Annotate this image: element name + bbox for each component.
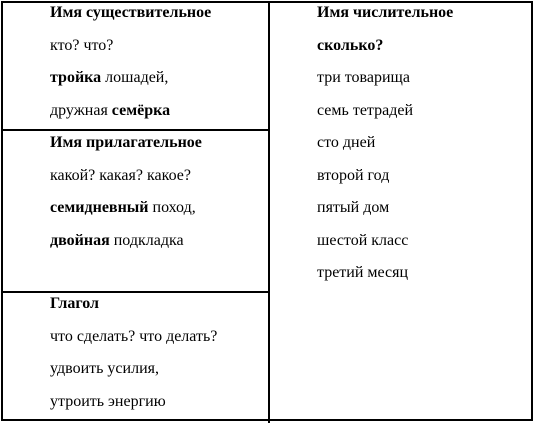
adjective-example-1-bold: семидневный xyxy=(50,199,149,216)
adjective-question: какой? какая? какое? xyxy=(50,166,191,184)
noun-example-1-rest: лошадей, xyxy=(101,69,169,86)
noun-example-1-bold: тройка xyxy=(50,69,102,86)
numeral-example: второй год xyxy=(317,166,390,184)
verb-cell xyxy=(50,288,217,418)
noun-question: кто? что? xyxy=(50,36,114,54)
noun-title: Имя существительное xyxy=(50,4,212,21)
noun-example-2-pre: дружная xyxy=(50,101,112,119)
adjective-example-2-rest: подкладка xyxy=(109,231,184,249)
noun-example-1 xyxy=(50,62,211,95)
verb-example: удвоить усилия, xyxy=(50,360,159,377)
column-divider xyxy=(268,1,270,423)
numeral-title: Имя числительное xyxy=(317,4,454,21)
adjective-title: Имя прилагательное xyxy=(50,134,202,151)
noun-example-2 xyxy=(50,95,211,128)
numeral-example: сто дней xyxy=(317,134,376,151)
adjective-cell xyxy=(50,127,202,257)
adjective-example-2 xyxy=(50,225,202,258)
adjective-example-1-rest: поход, xyxy=(148,199,196,216)
numeral-example: три товарища xyxy=(317,69,410,86)
numeral-question: сколько? xyxy=(317,36,384,54)
numeral-example: шестой класс xyxy=(317,231,409,249)
numeral-example: семь тетрадей xyxy=(317,101,414,119)
noun-example-2-bold: семёрка xyxy=(111,101,171,119)
noun-cell xyxy=(50,0,211,127)
numeral-example: пятый дом xyxy=(317,199,390,216)
adjective-example-2-bold: двойная xyxy=(50,231,110,249)
verb-title: Глагол xyxy=(50,295,99,312)
numeral-cell xyxy=(317,0,453,290)
numeral-example: третий месяц xyxy=(317,264,409,281)
verb-question: что сделать? что делать? xyxy=(50,327,218,345)
verb-example: утроить энергию xyxy=(50,392,166,410)
adjective-example-1 xyxy=(50,192,202,225)
